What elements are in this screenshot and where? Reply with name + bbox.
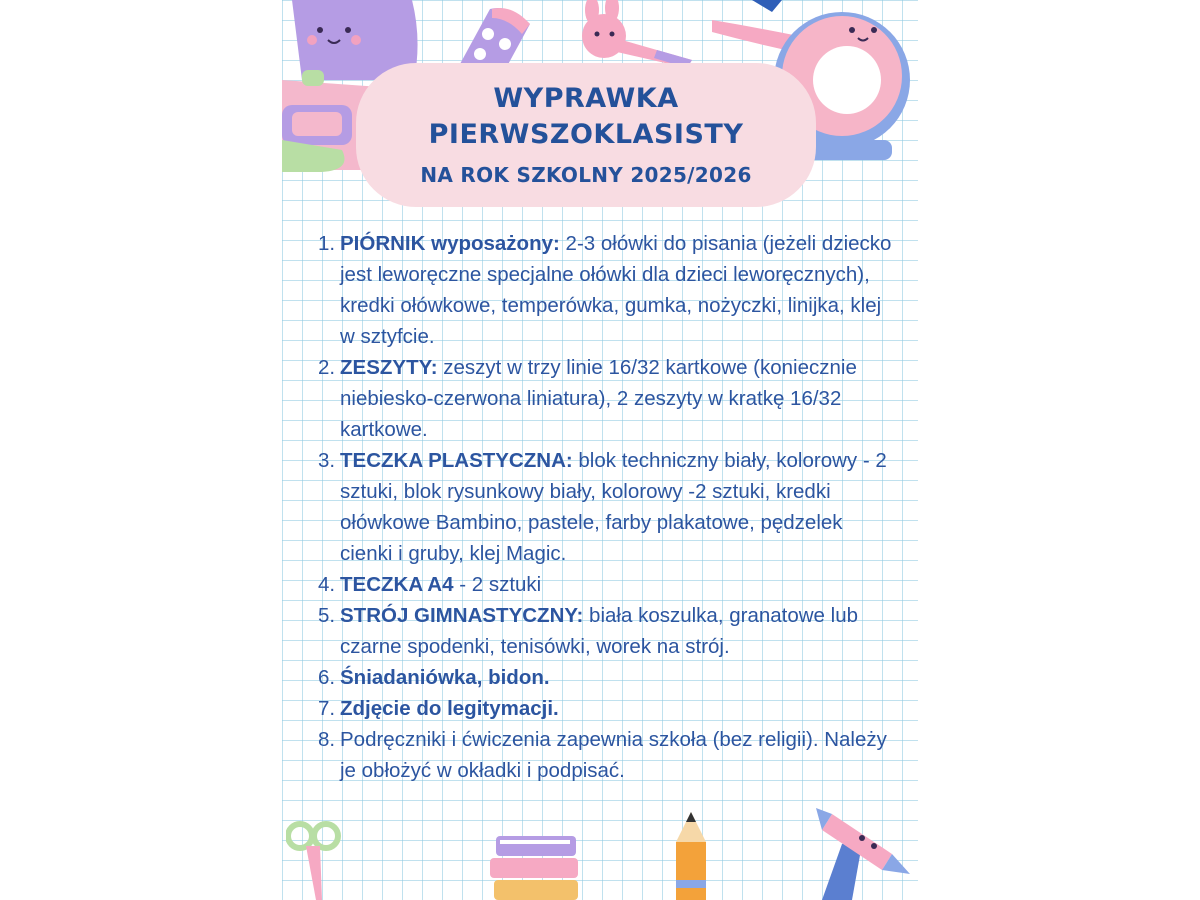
- pencil-icon: [666, 812, 716, 900]
- item-text: 2-3 ołówki do pisania (jeżeli dziecko jest leworęczne specjalne ołówki dla dzieci leworęcznych), kredki ołówkowe, temperówka, gumka, nożyczki, linijka, klej w sztyfcie.: [340, 232, 892, 348]
- item-heading: Śniadaniówka, bidon.: [340, 666, 550, 689]
- poster: [282, 0, 918, 900]
- list-item: [318, 693, 898, 724]
- list-item: [318, 600, 898, 662]
- item-text: blok techniczny biały, kolorowy - 2 sztuki, blok rysunkowy biały, kolorowy -2 sztuki, kredki ołówkowe Bambino, pastele, farby plakatowe, pędzelek cienki i gruby, klej Magic.: [340, 449, 887, 565]
- item-heading: Zdjęcie do legitymacji.: [340, 697, 559, 720]
- list-item: [318, 352, 898, 445]
- list-item: [318, 445, 898, 569]
- item-heading: TECZKA PLASTYCZNA:: [340, 449, 573, 472]
- item-number: 3.: [318, 449, 336, 472]
- supply-list: [318, 228, 898, 786]
- list-item: [318, 662, 898, 693]
- item-heading: ZESZYTY:: [340, 356, 438, 379]
- list-item: [318, 569, 898, 600]
- item-number: 6.: [318, 666, 336, 689]
- item-heading: STRÓJ GIMNASTYCZNY:: [340, 604, 584, 627]
- title-line3: NA ROK SZKOLNY 2025/2026: [420, 163, 752, 187]
- scissors-icon: [286, 818, 342, 900]
- list-item: [318, 724, 898, 786]
- item-text: biała koszulka, granatowe lub czarne spodenki, tenisówki, worek na strój.: [340, 604, 858, 658]
- item-number: 8.: [318, 728, 336, 751]
- item-number: 5.: [318, 604, 336, 627]
- item-number: 1.: [318, 232, 336, 255]
- title-box: [356, 63, 816, 207]
- item-heading: PIÓRNIK wyposażony:: [340, 232, 560, 255]
- title-line2: PIERWSZOKLASISTY: [428, 119, 744, 150]
- item-text: zeszyt w trzy linie 16/32 kartkowe (koniecznie niebiesko-czerwona liniatura), 2 zeszyty w kratkę 16/32 kartkowe.: [340, 356, 857, 441]
- list-item: [318, 228, 898, 352]
- item-number: 4.: [318, 573, 336, 596]
- item-number: 2.: [318, 356, 336, 379]
- item-text: - 2 sztuki: [453, 573, 542, 596]
- item-number: 7.: [318, 697, 336, 720]
- item-text: Podręczniki i ćwiczenia zapewnia szkoła (bez religii). Należy je obłożyć w okładki i podpisać.: [340, 728, 887, 782]
- title-line1: WYPRAWKA: [493, 83, 679, 114]
- bunny-pen-icon: [572, 0, 702, 70]
- books-icon: [486, 826, 586, 900]
- glue-icon: [802, 804, 918, 900]
- item-heading: TECZKA A4: [340, 573, 454, 596]
